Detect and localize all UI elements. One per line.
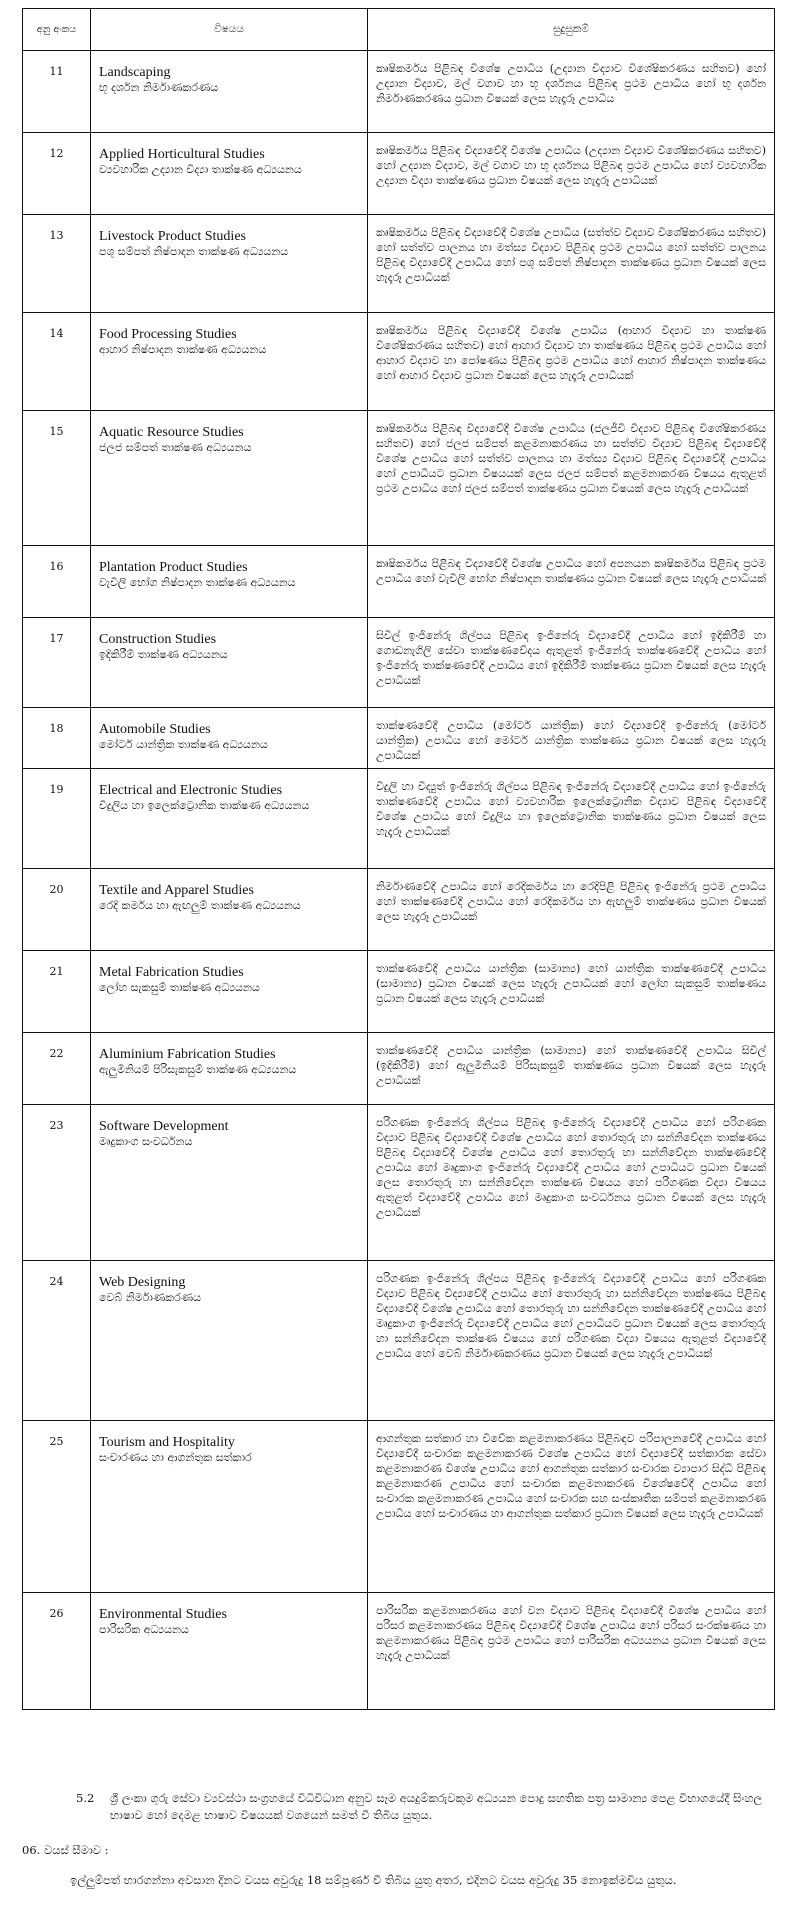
table-row xyxy=(23,411,775,546)
subject-english: Software Development xyxy=(99,1119,229,1134)
subject-english: Applied Horticultural Studies xyxy=(99,147,265,162)
subject-english: Electrical and Electronic Studies xyxy=(99,783,283,798)
qualification-cell: සිවිල් ඉංජිනේරු ශිල්පය පිළිබඳ ඉංජිනේරු විද්‍යාවේදී උපාධිය හෝ ඉදිකිරීම් හා ගොඩනැගිලි සේවා තාක්ෂණවේදය ඇතුළත් ඉංජිනේරු තාක්ෂණවේදී උපාධිය හෝ ඉංජිනේරු තාක්ෂණවේදී උපාධිය හෝ ඉදිකිරීම් තාක්ෂණය ප්‍රධාන විෂයක් ලෙස හැදෑරූ උපාධියක් xyxy=(368,618,775,708)
subject-english: Environmental Studies xyxy=(99,1607,227,1622)
subject-english: Livestock Product Studies xyxy=(99,229,246,244)
subject-cell xyxy=(91,411,368,546)
subject-sinhala: ආහාර නිෂ්පාදන තාක්ෂණ අධ්‍යයනය xyxy=(99,343,267,356)
subject-sinhala: ව්‍යවහාරික උද්‍යාන විද්‍යා තාක්ෂණ අධ්‍යයනය xyxy=(99,163,302,176)
row-number: 18 xyxy=(23,708,91,769)
table-row xyxy=(23,1593,775,1710)
qualification-table xyxy=(22,8,775,1710)
subject-cell xyxy=(91,546,368,618)
row-number: 23 xyxy=(23,1105,91,1261)
subject-english: Tourism and Hospitality xyxy=(99,1435,235,1450)
row-number: 15 xyxy=(23,411,91,546)
subject-english: Automobile Studies xyxy=(99,722,211,737)
subject-cell xyxy=(91,313,368,411)
table-row xyxy=(23,51,775,133)
qualification-cell: නිර්මාණවේදී උපාධිය හෝ රෙදිකර්මය හා රෙදිපිළි පිළිබඳ ඉංජිනේරු ප්‍රථම උපාධිය හෝ තාක්ෂණවේදී උපාධිය හෝ රෙදිකර්මය හා ඇඟලුම් තාක්ෂණය ප්‍රධාන විෂයක් ලෙස හැදෑරූ උපාධියක් xyxy=(368,869,775,951)
qualification-cell: තාක්ෂණවේදී උපාධිය (මෝටර් යාන්ත්‍රික) හෝ විද්‍යාවේදී ඉංජිනේරු (මෝටර් යාන්ත්‍රික) උපාධිය හෝ මෝටර් යාන්ත්‍රික තාක්ෂණය ප්‍රධාන විෂයක් ලෙස හැදෑරූ උපාධියක් xyxy=(368,708,775,769)
qualification-cell: කෘෂිකර්මය පිළිබඳ විශේෂ උපාධිය (උද්‍යාන විද්‍යාව විශේෂිකරණය සහිතව) හෝ උද්‍යාන විද්‍යාව, මල් වගාව හා භූ දර්ශනය පිළිබඳ ප්‍රථම උපාධිය හෝ භූ දර්ශන නිර්මාණකරණය ප්‍රධාන විෂයක් ලෙස හැදෑරූ උපාධිය xyxy=(368,51,775,133)
row-number: 12 xyxy=(23,133,91,215)
subject-cell xyxy=(91,51,368,133)
subject-cell xyxy=(91,133,368,215)
subject-english: Construction Studies xyxy=(99,632,217,647)
table-row xyxy=(23,951,775,1033)
row-number: 14 xyxy=(23,313,91,411)
row-number: 16 xyxy=(23,546,91,618)
subject-sinhala: ජලජ සම්පත් තාක්ෂණ අධ්‍යයනය xyxy=(99,441,252,454)
table-row xyxy=(23,215,775,313)
qualification-cell: කෘෂිකර්මය පිළිබඳ විද්‍යාවේදී විශේෂ උපාධිය (උද්‍යාන විද්‍යාව විශේෂිකරණය සහිතව) හෝ උද්‍යාන විද්‍යාව, මල් වගාව හා භූ දර්ශනය පිළිබඳ ප්‍රථම උපාධිය හෝ ව්‍යවහාරික උද්‍යාන විද්‍යා තාක්ෂණය ප්‍රධාන විෂයක් ලෙස හැදෑරූ උපාධියක් xyxy=(368,133,775,215)
subject-sinhala: වැවිලි භෝග නිෂ්පාදන තාක්ෂණ අධ්‍යයනය xyxy=(99,576,296,589)
table-row xyxy=(23,133,775,215)
subject-cell xyxy=(91,1033,368,1105)
header-subject: විෂයය xyxy=(91,9,368,51)
subject-sinhala: ඇලුමිනියම් පිරිසැකසුම් තාක්ෂණ අධ්‍යයනය xyxy=(99,1063,297,1076)
row-number: 11 xyxy=(23,51,91,133)
subject-english: Textile and Apparel Studies xyxy=(99,883,254,898)
subject-sinhala: රෙදි කර්මය හා ඇඟලුම් තාක්ෂණ අධ්‍යයනය xyxy=(99,899,301,912)
table-row xyxy=(23,769,775,869)
qualification-cell: කෘෂිකර්මය පිළිබඳ විද්‍යාවේදී විශේෂ උපාධිය (ආහාර විද්‍යාව හා තාක්ෂණ විශේෂිකරණය සහිතව) හෝ ආහාර විද්‍යාව හා තාක්ෂණය පිළිබඳ ප්‍රථම උපාධිය හෝ ආහාර විද්‍යාව හා පෝෂණය පිළිබඳ ප්‍රථම උපාධිය හෝ ආහාර නිෂ්පාදන තාක්ෂණය හෝ ආහාර විද්‍යාව ප්‍රධාන විෂයක් ලෙස හැදෑරූ උපාධියක් xyxy=(368,313,775,411)
qualification-cell: ආගන්තුක සත්කාර හා විවේක කළමනාකරණය පිළිබඳව පරිපාලනවේදී උපාධිය හෝ විද්‍යාවේදී සංචාරක කළමනාකරණ විශේෂ උපාධිය හෝ විද්‍යාවේදී සත්කාරක සේවා කළමනාකරණ විශේෂ උපාධිය හෝ ආගන්තුක සත්කාර සංචාරක ව්‍යාපාර සිද්ධි පිළිබඳ කළමනාකරණ උපාධිය හෝ සංචාරක කළමනාකරණ විශේෂවේදී උපාධිය හෝ සංචාරක කළමනාකරණ උපාධිය හෝ සංචාරක සහ සංස්කෘතික සම්පත් කළමනාකරණ උපාධිය හෝ සංචාරණය හා ආගන්තුක සත්කාර ප්‍රධාන විෂයක් ලෙස හැදෑරූ උපාධියක් xyxy=(368,1421,775,1593)
table-row xyxy=(23,869,775,951)
subject-cell xyxy=(91,1105,368,1261)
row-number: 24 xyxy=(23,1261,91,1421)
subject-cell xyxy=(91,1261,368,1421)
table-row xyxy=(23,546,775,618)
row-number: 20 xyxy=(23,869,91,951)
qualification-cell: තාක්ෂණවේදී උපාධිය යාන්ත්‍රික (සාමාන්‍ය) හෝ යාන්ත්‍රික තාක්ෂණවේදී උපාධිය (සාමාන්‍ය) ප්‍රධාන විෂයක් ලෙස හැදෑරූ උපාධියක් හෝ ලෝහ සැකසුම් තාක්ෂණය ප්‍රධාන විෂයක් ලෙස හැදෑරූ උපාධියක් xyxy=(368,951,775,1033)
subject-english: Metal Fabrication Studies xyxy=(99,965,244,980)
document-page xyxy=(22,8,774,1710)
subject-sinhala: වෙබ් නිර්මාණකරණය xyxy=(99,1291,202,1304)
row-number: 17 xyxy=(23,618,91,708)
qualification-cell: තාක්ෂණවේදී උපාධිය යාන්ත්‍රික (සාමාන්‍ය) හෝ තාක්ෂණවේදී උපාධිය සිවිල් (ඉදිකිරීම්) හෝ ඇලුමිනියම් පිරිසැකසුම් තාක්ෂණය ප්‍රධාන විෂයක් ලෙස හැදෑරූ උපාධියක් xyxy=(368,1033,775,1105)
qualification-cell: පරිගණක ඉංජිනේරු ශිල්පය පිළිබඳ ඉංජිනේරු විද්‍යාවේදී උපාධිය හෝ පරිගණක විද්‍යාව පිළිබඳ විද්‍යාවේදී විශේෂ උපාධිය හෝ තොරතුරු හා සන්නිවේදන තාක්ෂණය පිළිබඳ විද්‍යාවේදී විශේෂ උපාධිය හෝ තොරතුරු හා සන්නිවේදන තාක්ෂණවේදී උපාධිය හෝ මෘදුකාංග ඉංජිනේරු විද්‍යාවේදී උපාධිය හෝ උපාධියට ප්‍රධාන විෂයක් ලෙස තොරතුරු හා සන්නිවේදන තාක්ෂණ විෂයය හෝ පරිගණක විද්‍යා විෂයය ඇතුළත් විද්‍යාවේදී උපාධිය හෝ මෘදුකාංග සංවර්ධනය ප්‍රධාන විෂයක් ලෙස හැදෑරූ උපාධියක් xyxy=(368,1105,775,1261)
subject-english: Aluminium Fabrication Studies xyxy=(99,1047,276,1062)
table-row xyxy=(23,1033,775,1105)
table-row xyxy=(23,1421,775,1593)
subject-sinhala: විදුලිය හා ඉලෙක්ට්‍රොනික තාක්ෂණ අධ්‍යයනය xyxy=(99,799,310,812)
note-5-2-text: ශ්‍රී ලංකා ගුරු සේවා ව්‍යවස්ථා සංග්‍රහයේ විධිවිධාන අනුව සෑම අයදුම්කරුවකුම අධ්‍යයන පොදු සහතික පත්‍ර සාමාන්‍ය පෙළ විභාගයේදී සිංහල භාෂාව හෝ දෙමළ භාෂාව විෂයයක් වශයෙන් සමත් වී තිබිය යුතුය. xyxy=(110,1791,763,1822)
subject-english: Aquatic Resource Studies xyxy=(99,425,244,440)
subject-sinhala: මෘදුකාංග සංවර්ධනය xyxy=(99,1135,193,1148)
qualification-cell: විදුලි හා විද්‍යුත් ඉංජිනේරු ශිල්පය පිළිබඳ ඉංජිනේරු විද්‍යාවේදී උපාධිය හෝ ඉංජිනේරු තාක්ෂණවේදී උපාධිය හෝ ව්‍යවහාරික ඉලෙක්ට්‍රොනික විද්‍යාව පිළිබඳ විද්‍යාවේදී විශේෂ උපාධිය හෝ විදුලිය හා ඉලෙක්ට්‍රොනික තාක්ෂණය ප්‍රධාන විෂයක් ලෙස හැදෑරූ උපාධියක් xyxy=(368,769,775,869)
row-number: 25 xyxy=(23,1421,91,1593)
section-06-text: ඉල්ලුම්පත් භාරගන්නා අවසාන දිනට වයස අවුරුදු 18 සම්පූර්ණ වී තිබිය යුතු අතර, එදිනට වයස අවුරුදු 35 නොඉක්මවිය යුතුය. xyxy=(70,1873,677,1887)
qualification-cell: කෘෂිකර්මය පිළිබඳ විද්‍යාවේදී විශේෂ උපාධිය (සත්ත්ව විද්‍යාව විශේෂිකරණය සහිතව) හෝ සත්ත්ව පාලනය හා මත්ස්‍ය විද්‍යාව පිළිබඳ ප්‍රථම උපාධිය හෝ සත්ත්ව පාලනය පිළිබඳ විද්‍යාවේදී උපාධිය හෝ පශු සම්පත් නිෂ්පාදන තාක්ෂණය ප්‍රධාන විෂයක් ලෙස හැදෑරූ උපාධියක් xyxy=(368,215,775,313)
row-number: 22 xyxy=(23,1033,91,1105)
table-row xyxy=(23,1105,775,1261)
subject-cell xyxy=(91,951,368,1033)
table-row xyxy=(23,1261,775,1421)
subject-english: Plantation Product Studies xyxy=(99,560,248,575)
subject-cell xyxy=(91,769,368,869)
subject-sinhala: ලෝහ සැකසුම් තාක්ෂණ අධ්‍යයනය xyxy=(99,981,260,994)
subject-cell xyxy=(91,869,368,951)
subject-sinhala: ඉදිකිරීම් තාක්ෂණ අධ්‍යයනය xyxy=(99,648,228,661)
subject-english: Web Designing xyxy=(99,1275,186,1290)
subject-sinhala: පශු සම්පත් නිෂ්පාදන තාක්ෂණ අධ්‍යයනය xyxy=(99,245,289,258)
header-qualification: සුදුසුකම් xyxy=(368,9,775,51)
table-row xyxy=(23,313,775,411)
header-number: අනු අංකය xyxy=(23,9,91,51)
subject-cell xyxy=(91,1593,368,1710)
qualification-cell: පරිගණක ඉංජිනේරු ශිල්පය පිළිබඳ ඉංජිනේරු විද්‍යාවේදී උපාධිය හෝ පරිගණක විද්‍යාව පිළිබඳ විද්‍යාවේදී උපාධිය හෝ තොරතුරු හා සන්නිවේදන තාක්ෂණය පිළිබඳ විද්‍යාවේදී විශේෂ උපාධිය හෝ තොරතුරු හා සන්නිවේදන තාක්ෂණවේදී උපාධිය හෝ මෘදුකාංග ඉංජිනේරු විද්‍යාවේදී උපාධිය හෝ උපාධියට ප්‍රධාන විෂයක් ලෙස තොරතුරු හා සන්නිවේදන තාක්ෂණ විෂයය හෝ පරිගණක විද්‍යා විෂයය ඇතුළත් විද්‍යාවේදී උපාධිය හෝ වෙබ් නිර්මාණකරණය ප්‍රධාන විෂයක් ලෙස හැදෑරූ උපාධියක් xyxy=(368,1261,775,1421)
subject-english: Food Processing Studies xyxy=(99,327,237,342)
row-number: 13 xyxy=(23,215,91,313)
subject-cell xyxy=(91,1421,368,1593)
subject-sinhala: සංචාරණය හා ආගන්තුක සත්කාර xyxy=(99,1451,252,1464)
subject-sinhala: මෝටර් යාන්ත්‍රික තාක්ෂණ අධ්‍යයනය xyxy=(99,738,268,751)
row-number: 26 xyxy=(23,1593,91,1710)
row-number: 19 xyxy=(23,769,91,869)
table-row xyxy=(23,618,775,708)
qualification-cell: පාරිසරික කළමනාකරණය හෝ වන විද්‍යාව පිළිබඳ විද්‍යාවේදී විශේෂ උපාධිය හෝ පරිසර කළමනාකරණය පිළිබඳ විද්‍යාවේදී විශේෂ උපාධිය හෝ පරිසර සංරක්ෂණය හා කළමනාකරණය පිළිබඳ ප්‍රථම උපාධිය හෝ පාරිසරික අධ්‍යයනය ප්‍රධාන විෂයක් ලෙස හැදෑරූ උපාධියක් xyxy=(368,1593,775,1710)
subject-sinhala: පාරිසරික අධ්‍යයනය xyxy=(99,1623,189,1636)
qualification-cell: කෘෂිකර්මය පිළිබඳ විද්‍යාවේදී විශේෂ උපාධිය හෝ අපනයන කෘෂිකර්මය පිළිබඳ ප්‍රථම උපාධිය හෝ වැවිලි භෝග නිෂ්පාදන තාක්ෂණය ප්‍රධාන විෂයක් ලෙස හැදෑරූ උපාධියක් xyxy=(368,546,775,618)
subject-sinhala: භූ දර්ශන නිර්මාණකරණය xyxy=(99,81,219,94)
subject-english: Landscaping xyxy=(99,65,171,80)
row-number: 21 xyxy=(23,951,91,1033)
section-06-title: 06. වයස් සීමාව : xyxy=(22,1843,109,1857)
subject-cell xyxy=(91,618,368,708)
subject-cell xyxy=(91,708,368,769)
qualification-cell: කෘෂිකර්මය පිළිබඳ විද්‍යාවේදී විශේෂ උපාධිය (ජලජීවී විද්‍යාව පිළිබඳ විශේෂිකරණය සහිතව) හෝ ජලජ සම්පත් කළමනාකරණය හා සත්ත්ව විද්‍යාව පිළිබඳ විද්‍යාවේදී විශේෂ උපාධිය හෝ සත්ත්ව පාලනය හා මත්ස්‍ය විද්‍යාව පිළිබඳ විද්‍යාවේදී උපාධිය හෝ උපාධියට ප්‍රධාන විෂයයක් ලෙස ජලජ සම්පත් කළමනාකරණ විෂයය ඇතුළත් ප්‍රථම උපාධිය හෝ ජලජ සම්පත් තාක්ෂණය ප්‍රධාන විෂයක් ලෙස හැදෑරූ උපාධියක් xyxy=(368,411,775,546)
note-5-2-number: 5.2 xyxy=(76,1791,95,1805)
table-header-row xyxy=(23,9,775,51)
subject-cell xyxy=(91,215,368,313)
table-row xyxy=(23,708,775,769)
